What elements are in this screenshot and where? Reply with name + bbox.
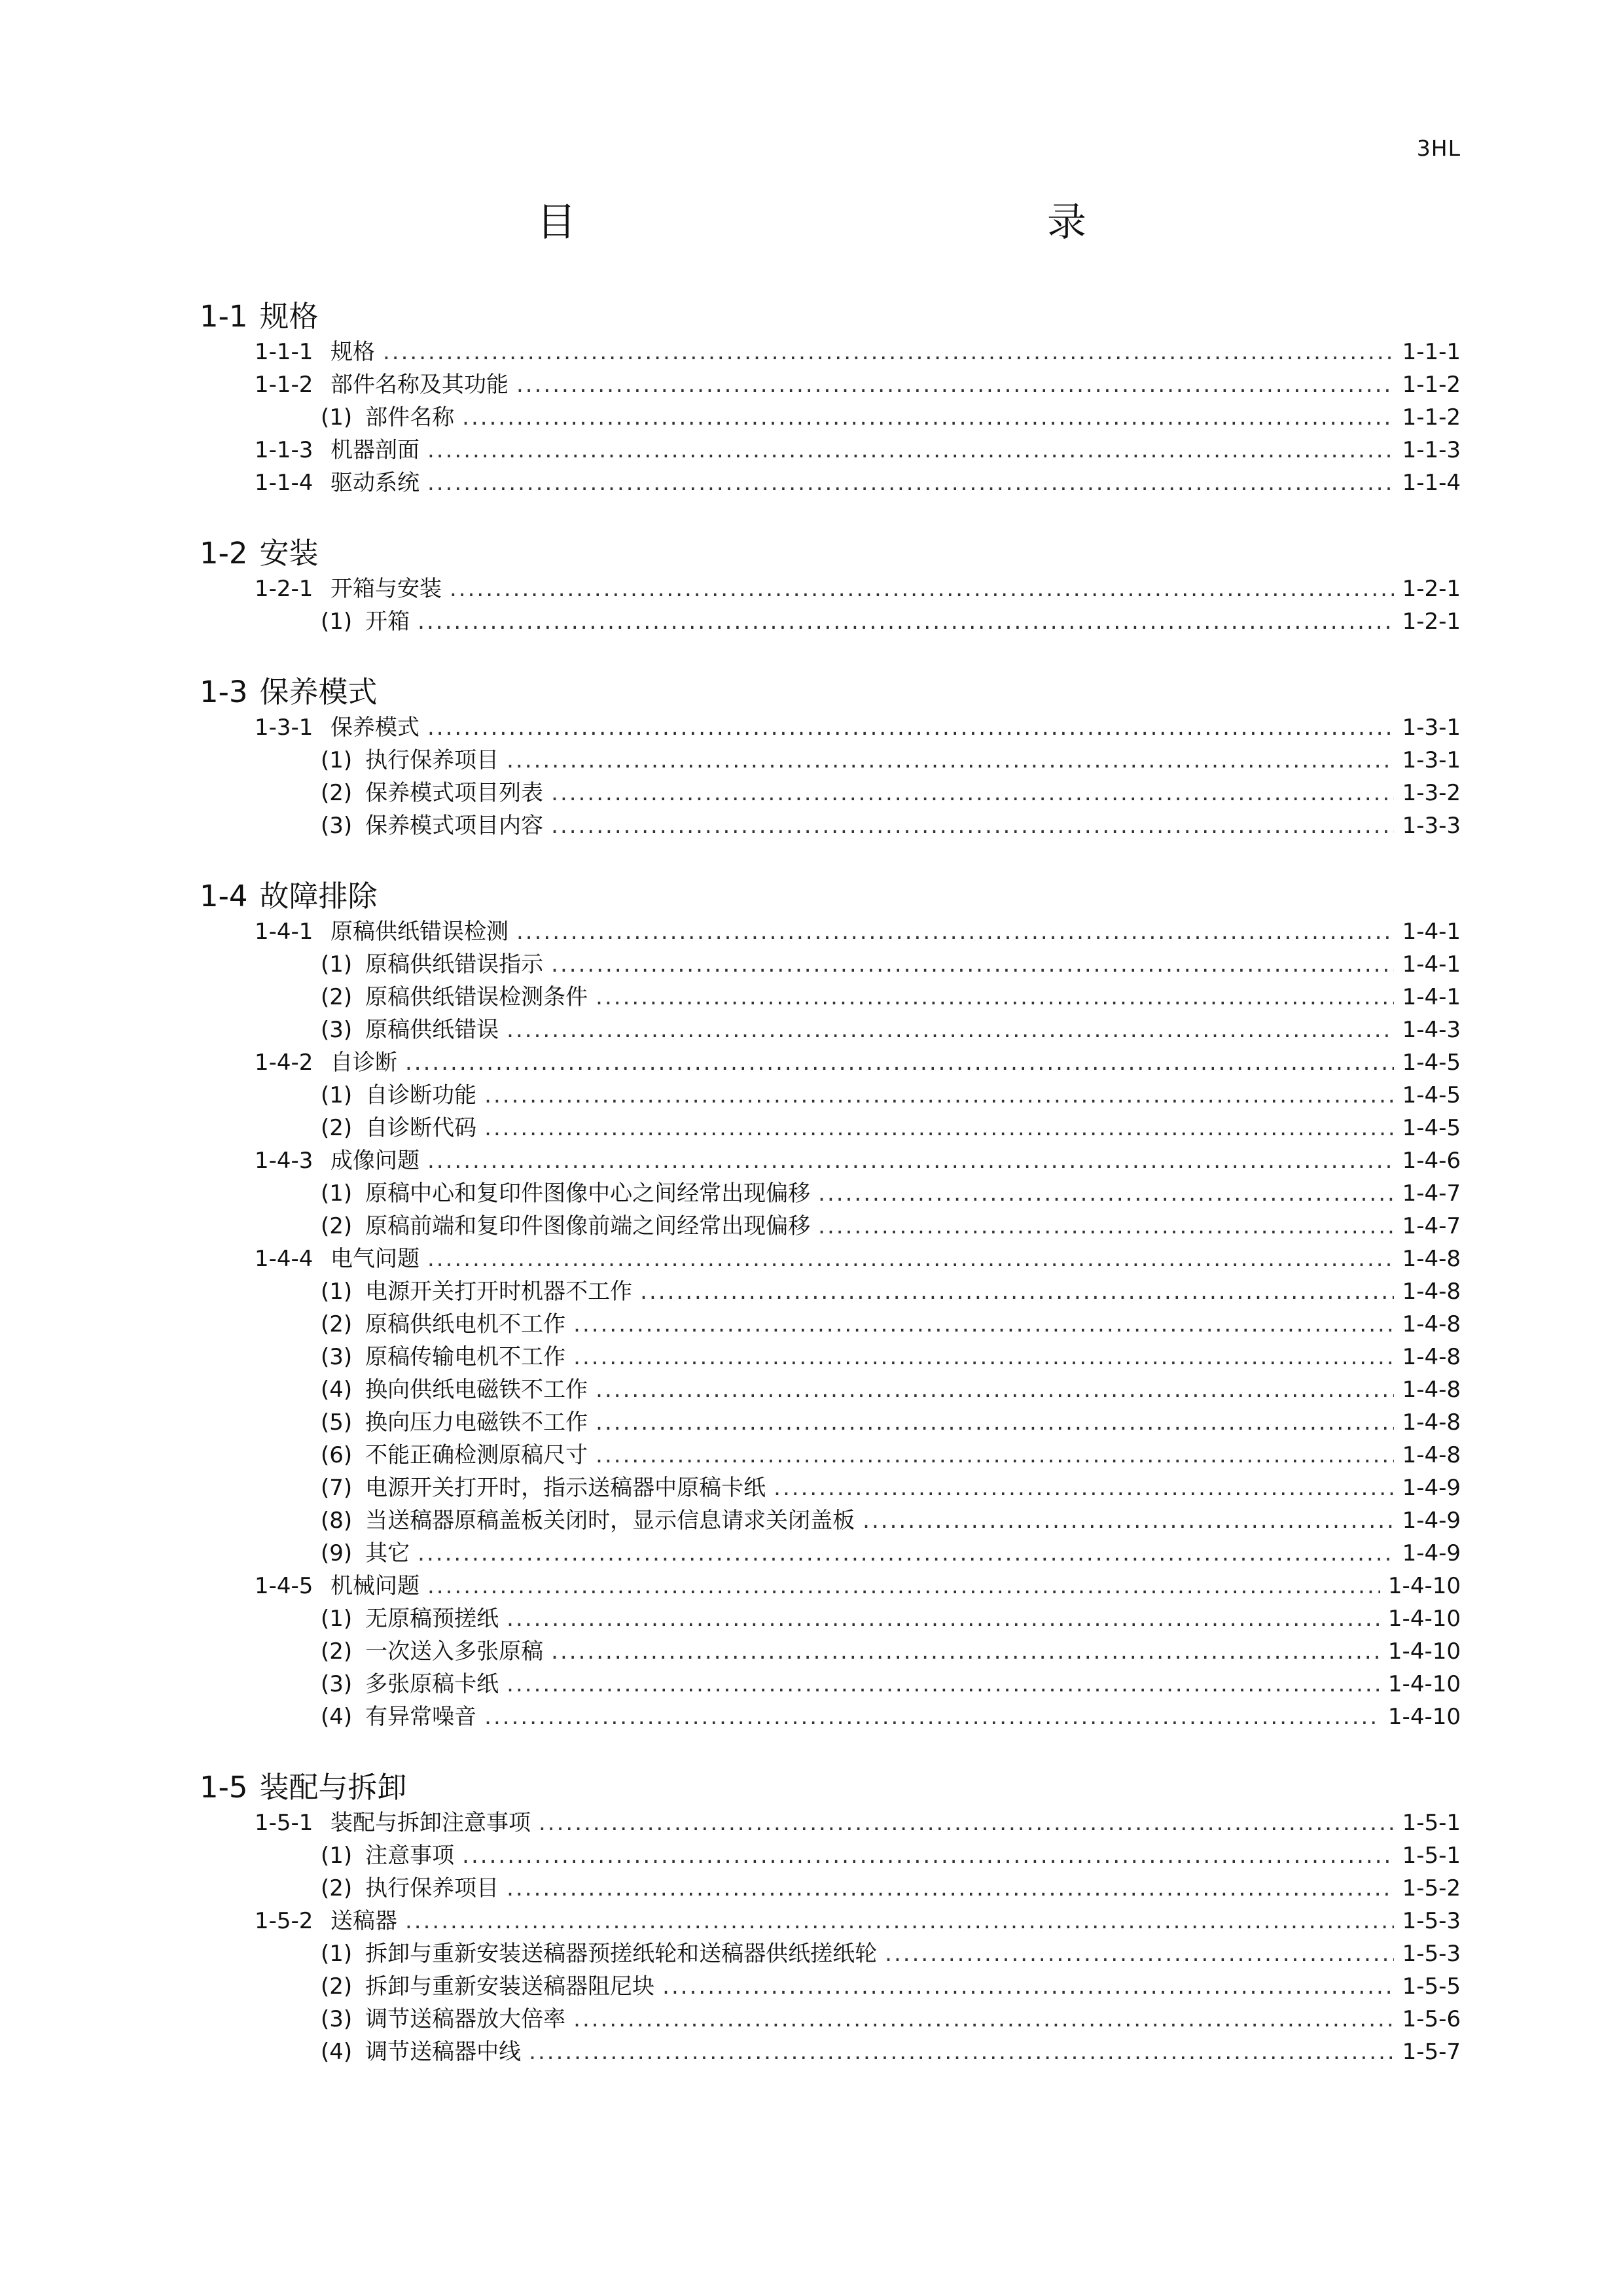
toc-subentry[interactable] [200,1112,1461,1144]
entry-title: 原稿供纸错误指示 [365,951,544,978]
entry-page-number: 1-2-1 [1402,576,1461,602]
toc-subentry[interactable] [200,1872,1461,1905]
entry-number: 1-5-1 [255,1810,313,1836]
entry-number: 1-1-1 [255,339,313,365]
toc-entry[interactable] [200,1807,1461,1839]
entry-page-number: 1-4-9 [1402,1540,1461,1566]
entry-title: 不能正确检测原稿尺寸 [365,1442,588,1468]
dot-leader [462,401,1394,434]
dot-leader [774,1472,1394,1504]
toc-entry[interactable] [200,467,1461,499]
toc-subentry[interactable] [200,1275,1461,1308]
entry-page-number: 1-4-7 [1402,1180,1461,1207]
entry-number: (2) [321,1213,353,1239]
dot-leader [573,2003,1394,2036]
entry-number: (2) [321,780,353,806]
toc-section [200,673,1461,842]
entry-number: (1) [321,1082,353,1108]
dot-leader [863,1504,1394,1537]
toc-subentry[interactable] [200,1373,1461,1406]
entry-title: 换向压力电磁铁不工作 [365,1409,588,1436]
entry-title: 电源开关打开时机器不工作 [365,1279,633,1305]
entry-number: (3) [321,1017,353,1043]
entry-number: 1-4-4 [255,1246,313,1272]
entry-page-number: 1-2-1 [1402,609,1461,635]
entry-number: 1-4-1 [255,919,313,945]
entry-page-number: 1-4-10 [1387,1573,1461,1599]
entry-page-number: 1-4-8 [1402,1344,1461,1370]
entry-page-number: 1-1-2 [1402,372,1461,398]
entry-page-number: 1-1-4 [1402,470,1461,496]
entry-page-number: 1-4-8 [1402,1377,1461,1403]
toc-subentry[interactable] [200,1079,1461,1112]
dot-leader [462,1839,1394,1872]
dot-leader [405,1046,1394,1079]
entry-number: (3) [321,1344,353,1370]
dot-leader [551,948,1394,981]
entry-page-number: 1-1-3 [1402,437,1461,463]
toc-section [200,1769,1461,2068]
dot-leader [484,1079,1394,1112]
entry-number: (1) [321,1606,353,1632]
entry-title: 一次送入多张原稿 [365,1638,544,1665]
toc-entry[interactable] [200,368,1461,401]
entry-title: 多张原稿卡纸 [365,1671,499,1697]
section-title: 装配与拆卸 [259,1770,407,1805]
entry-title: 开箱与安装 [330,576,442,602]
entry-page-number: 1-5-3 [1402,1908,1461,1934]
toc-subentry[interactable] [200,1668,1461,1701]
entry-page-number: 1-4-9 [1402,1508,1461,1534]
toc-entry[interactable] [200,915,1461,948]
entry-number: (1) [321,1843,353,1869]
entry-page-number: 1-1-1 [1402,339,1461,365]
section-title: 规格 [259,299,319,334]
entry-page-number: 1-4-8 [1402,1279,1461,1305]
toc-subentry[interactable] [200,1210,1461,1243]
toc-subentry[interactable] [200,1472,1461,1504]
entry-title: 电气问题 [330,1246,419,1272]
dot-leader [383,336,1394,368]
toc-subentry[interactable] [200,401,1461,434]
toc-entry[interactable] [200,573,1461,605]
entry-number: (2) [321,1311,353,1337]
entry-number: (1) [321,404,353,431]
section-heading[interactable] [200,298,1461,336]
entry-title: 保养模式项目列表 [365,780,544,806]
dot-leader [539,1807,1394,1839]
entry-number: 1-4-3 [255,1148,313,1174]
entry-page-number: 1-4-1 [1402,951,1461,978]
dot-leader [573,1308,1394,1341]
toc-entry[interactable] [200,711,1461,744]
entry-number: (2) [321,1115,353,1141]
toc-subentry[interactable] [200,1014,1461,1046]
entry-number: (4) [321,2039,353,2065]
entry-title: 驱动系统 [330,470,419,496]
toc-section [200,298,1461,499]
entry-title: 送稿器 [330,1908,397,1934]
entry-number: (4) [321,1377,353,1403]
toc-subentry[interactable] [200,1341,1461,1373]
entry-number: (2) [321,984,353,1010]
dot-leader [596,1406,1394,1439]
entry-page-number: 1-4-10 [1387,1606,1461,1632]
dot-leader [450,573,1394,605]
dot-leader [418,605,1394,638]
dot-leader [596,981,1394,1014]
dot-leader [885,1937,1394,1970]
dot-leader [573,1341,1394,1373]
entry-title: 换向供纸电磁铁不工作 [365,1377,588,1403]
toc-subentry[interactable] [200,1839,1461,1872]
dot-leader [507,1602,1380,1635]
entry-page-number: 1-4-8 [1402,1246,1461,1272]
entry-number: (8) [321,1508,353,1534]
entry-title: 规格 [330,339,375,365]
entry-page-number: 1-5-2 [1402,1875,1461,1901]
toc-section [200,877,1461,1733]
toc-entry[interactable] [200,1570,1461,1602]
entry-title: 执行保养项目 [365,747,499,773]
dot-leader [427,711,1394,744]
toc-entry[interactable] [200,1144,1461,1177]
dot-leader [516,915,1394,948]
entry-page-number: 1-3-1 [1402,747,1461,773]
dot-leader [427,1144,1394,1177]
entry-page-number: 1-4-8 [1402,1409,1461,1436]
entry-title: 调节送稿器中线 [365,2039,522,2065]
dot-leader [662,1970,1394,2003]
toc-subentry[interactable] [200,777,1461,809]
entry-title: 原稿供纸电机不工作 [365,1311,566,1337]
entry-number: (3) [321,1671,353,1697]
entry-page-number: 1-4-10 [1387,1671,1461,1697]
toc-subentry[interactable] [200,1970,1461,2003]
toc-subentry[interactable] [200,948,1461,981]
entry-title: 原稿供纸错误检测 [330,919,508,945]
dot-leader [427,1243,1394,1275]
entry-title: 部件名称及其功能 [330,372,508,398]
entry-title: 拆卸与重新安装送稿器阻尼块 [365,1973,655,2000]
entry-number: (2) [321,1973,353,2000]
entry-page-number: 1-5-3 [1402,1941,1461,1967]
toc-subentry[interactable] [200,1406,1461,1439]
entry-title: 部件名称 [365,404,455,431]
page-title: 目 录 [537,200,1217,245]
entry-number: (6) [321,1442,353,1468]
entry-page-number: 1-4-1 [1402,919,1461,945]
toc-subentry[interactable] [200,809,1461,842]
entry-page-number: 1-4-8 [1402,1311,1461,1337]
entry-number: (5) [321,1409,353,1436]
entry-page-number: 1-3-2 [1402,780,1461,806]
section-number: 1-3 [200,675,248,709]
entry-number: (2) [321,1875,353,1901]
entry-page-number: 1-5-1 [1402,1843,1461,1869]
entry-title: 保养模式 [330,715,419,741]
entry-title: 机器剖面 [330,437,419,463]
entry-page-number: 1-4-8 [1402,1442,1461,1468]
section-title: 保养模式 [259,675,378,709]
dot-leader [484,1701,1380,1733]
entry-title: 开箱 [365,609,410,635]
entry-title: 注意事项 [365,1843,455,1869]
entry-page-number: 1-4-10 [1387,1704,1461,1730]
entry-page-number: 1-4-5 [1402,1115,1461,1141]
entry-page-number: 1-5-5 [1402,1973,1461,2000]
entry-title: 原稿供纸错误检测条件 [365,984,588,1010]
dot-leader [427,434,1394,467]
entry-number: (7) [321,1475,353,1501]
entry-number: 1-4-5 [255,1573,313,1599]
entry-number: 1-1-4 [255,470,313,496]
entry-number: (1) [321,609,353,635]
toc-subentry[interactable] [200,1537,1461,1570]
entry-title: 原稿供纸错误 [365,1017,499,1043]
header-code: 3HL [1416,135,1461,161]
entry-title: 自诊断 [330,1050,397,1076]
entry-number: (2) [321,1638,353,1665]
entry-title: 原稿前端和复印件图像前端之间经常出现偏移 [365,1213,811,1239]
toc-subentry[interactable] [200,1937,1461,1970]
entry-title: 有异常噪音 [365,1704,477,1730]
dot-leader [427,467,1394,499]
toc-subentry[interactable] [200,1504,1461,1537]
toc-subentry[interactable] [200,2036,1461,2068]
section-heading[interactable] [200,1769,1461,1807]
entry-page-number: 1-4-3 [1402,1017,1461,1043]
entry-page-number: 1-5-7 [1402,2039,1461,2065]
entry-title: 原稿中心和复印件图像中心之间经常出现偏移 [365,1180,811,1207]
entry-page-number: 1-4-10 [1387,1638,1461,1665]
section-title: 故障排除 [259,879,378,913]
dot-leader [551,809,1394,842]
section-number: 1-2 [200,536,248,571]
dot-leader [427,1570,1380,1602]
dot-leader [418,1537,1394,1570]
dot-leader [507,1668,1380,1701]
entry-page-number: 1-4-6 [1402,1148,1461,1174]
entry-number: 1-3-1 [255,715,313,741]
toc-subentry[interactable] [200,1701,1461,1733]
entry-number: 1-4-2 [255,1050,313,1076]
section-heading[interactable] [200,673,1461,711]
entry-title: 机械问题 [330,1573,419,1599]
entry-page-number: 1-4-5 [1402,1082,1461,1108]
section-number: 1-5 [200,1770,248,1805]
entry-title: 执行保养项目 [365,1875,499,1901]
entry-number: (3) [321,813,353,839]
dot-leader [818,1177,1394,1210]
entry-title: 当送稿器原稿盖板关闭时，显示信息请求关闭盖板 [365,1508,855,1534]
dot-leader [596,1373,1394,1406]
entry-title: 其它 [365,1540,410,1566]
dot-leader [596,1439,1394,1472]
entry-page-number: 1-5-1 [1402,1810,1461,1836]
entry-title: 自诊断代码 [365,1115,477,1141]
toc-subentry[interactable] [200,1308,1461,1341]
entry-page-number: 1-3-3 [1402,813,1461,839]
section-number: 1-4 [200,879,248,913]
section-title: 安装 [259,536,319,571]
dot-leader [640,1275,1394,1308]
toc-subentry[interactable] [200,1439,1461,1472]
entry-title: 原稿传输电机不工作 [365,1344,566,1370]
entry-number: 1-1-2 [255,372,313,398]
entry-title: 自诊断功能 [365,1082,477,1108]
entry-number: (1) [321,1279,353,1305]
dot-leader [551,1635,1380,1668]
entry-title: 成像问题 [330,1148,419,1174]
toc-entry[interactable] [200,336,1461,368]
toc-subentry[interactable] [200,2003,1461,2036]
toc-entry[interactable] [200,1905,1461,1937]
dot-leader [551,777,1394,809]
entry-page-number: 1-1-2 [1402,404,1461,431]
entry-page-number: 1-5-6 [1402,2006,1461,2032]
entry-number: (1) [321,1941,353,1967]
entry-number: (1) [321,1180,353,1207]
entry-number: (3) [321,2006,353,2032]
section-number: 1-1 [200,299,248,334]
toc-subentry[interactable] [200,744,1461,777]
entry-title: 保养模式项目内容 [365,813,544,839]
toc-subentry[interactable] [200,605,1461,638]
entry-number: (1) [321,747,353,773]
dot-leader [507,1872,1394,1905]
dot-leader [818,1210,1394,1243]
entry-number: 1-2-1 [255,576,313,602]
entry-page-number: 1-4-1 [1402,984,1461,1010]
toc-entry[interactable] [200,434,1461,467]
toc-subentry[interactable] [200,1635,1461,1668]
toc-entry[interactable] [200,1243,1461,1275]
entry-number: (4) [321,1704,353,1730]
dot-leader [507,744,1394,777]
section-heading[interactable] [200,535,1461,573]
dot-leader [405,1905,1394,1937]
entry-page-number: 1-4-9 [1402,1475,1461,1501]
dot-leader [484,1112,1394,1144]
entry-title: 调节送稿器放大倍率 [365,2006,566,2032]
entry-number: (1) [321,951,353,978]
toc-subentry[interactable] [200,981,1461,1014]
table-of-contents [200,298,1461,2104]
entry-title: 无原稿预搓纸 [365,1606,499,1632]
dot-leader [507,1014,1394,1046]
toc-section [200,535,1461,638]
toc-entry[interactable] [200,1046,1461,1079]
entry-number: 1-1-3 [255,437,313,463]
entry-page-number: 1-4-5 [1402,1050,1461,1076]
entry-title: 装配与拆卸注意事项 [330,1810,531,1836]
entry-number: 1-5-2 [255,1908,313,1934]
toc-subentry[interactable] [200,1602,1461,1635]
entry-number: (9) [321,1540,353,1566]
dot-leader [529,2036,1394,2068]
toc-subentry[interactable] [200,1177,1461,1210]
entry-page-number: 1-3-1 [1402,715,1461,741]
entry-title: 电源开关打开时，指示送稿器中原稿卡纸 [365,1475,766,1501]
entry-title: 拆卸与重新安装送稿器预搓纸轮和送稿器供纸搓纸轮 [365,1941,878,1967]
entry-page-number: 1-4-7 [1402,1213,1461,1239]
dot-leader [516,368,1394,401]
section-heading[interactable] [200,877,1461,915]
